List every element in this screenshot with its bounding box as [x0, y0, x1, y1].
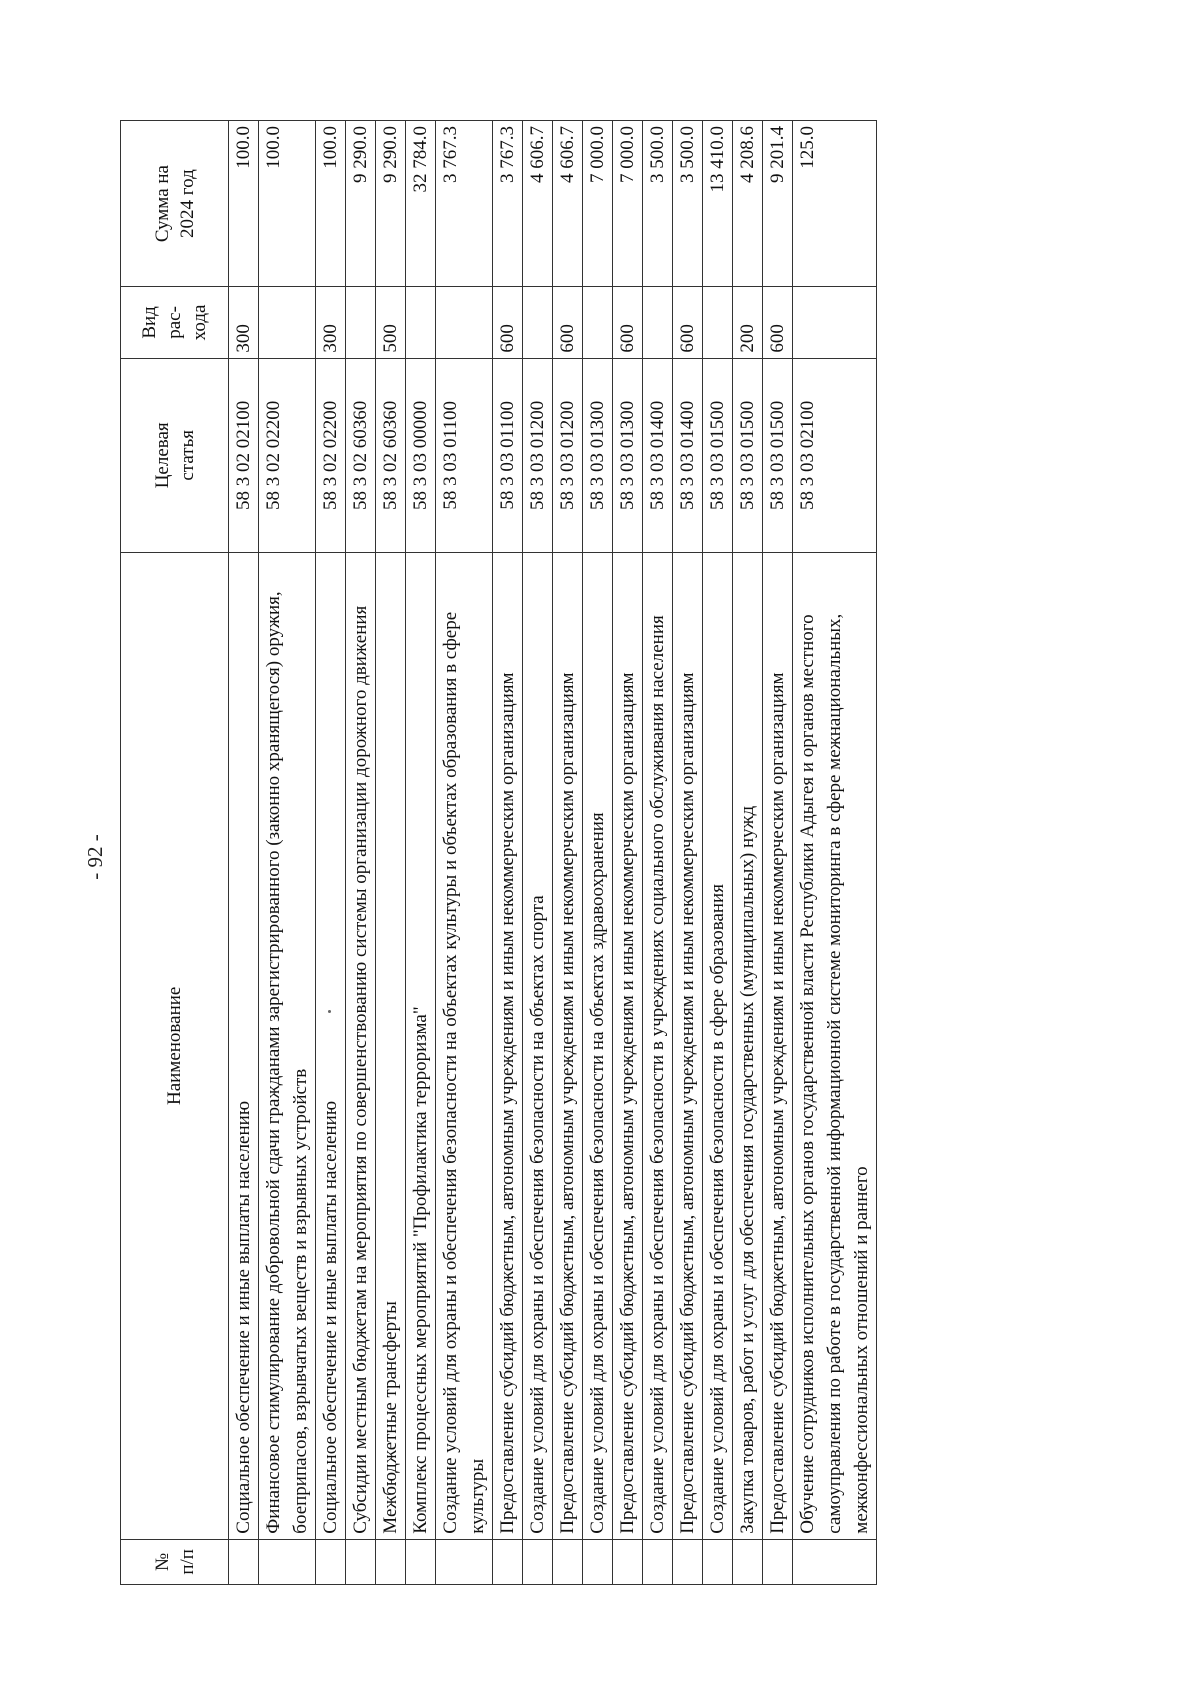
table-row — [406, 121, 436, 1585]
row-expense-type — [643, 287, 673, 358]
table-row — [523, 121, 553, 1585]
header-vid — [121, 287, 229, 358]
header-code-line1: Целевая — [151, 422, 173, 489]
budget-table-rotated — [120, 120, 1070, 1585]
row-target-code: 58 3 02 02100 — [229, 358, 259, 552]
header-vid-line3: хода — [189, 304, 210, 341]
row-name: Создание условий для охраны и обеспечения безопасности на объектах спорта — [523, 552, 553, 1539]
row-name: Создание условий для охраны и обеспечения безопасности на объектах здравоохранения — [583, 552, 613, 1539]
row-name: Межбюджетные трансферты — [376, 552, 406, 1539]
row-amount: 4 208.6 — [733, 121, 763, 287]
row-number — [763, 1539, 793, 1584]
row-expense-type — [523, 287, 553, 358]
row-amount: 32 784.0 — [406, 121, 436, 287]
row-number — [259, 1539, 316, 1584]
row-name: Создание условий для охраны и обеспечения безопасности на объектах культуры и объектах образования в сфере культуры — [436, 552, 493, 1539]
row-number — [523, 1539, 553, 1584]
table-row — [793, 121, 877, 1585]
table-row — [553, 121, 583, 1585]
row-expense-type: 600 — [673, 287, 703, 358]
row-target-code: 58 3 03 01200 — [523, 358, 553, 552]
row-number — [406, 1539, 436, 1584]
row-number — [583, 1539, 613, 1584]
row-expense-type: 600 — [763, 287, 793, 358]
row-name: Обучение сотрудников исполнительных органов государственной власти Республики Адыгея и органов местного самоуправления по работе в государственной информационной системе мониторинга в сфере межнациональных, межконфессиональных отношений и раннего — [793, 552, 877, 1539]
header-number-line1: № — [151, 1552, 173, 1571]
row-name: Комплекс процессных мероприятий "Профилактика терроризма" — [406, 552, 436, 1539]
row-target-code: 58 3 03 02100 — [793, 358, 877, 552]
row-target-code: 58 3 03 01500 — [763, 358, 793, 552]
row-amount: 7 000.0 — [613, 121, 643, 287]
table-row — [583, 121, 613, 1585]
row-number — [436, 1539, 493, 1584]
row-amount: 125.0 — [793, 121, 877, 287]
row-number — [673, 1539, 703, 1584]
row-name: Финансовое стимулирование добровольной сдачи гражданами зарегистрированного (законно хранящегося) оружия, боеприпасов, взрывчатых веществ и взрывных устройств — [259, 552, 316, 1539]
row-target-code: 58 3 02 60360 — [376, 358, 406, 552]
row-target-code: 58 3 03 01300 — [583, 358, 613, 552]
row-target-code: 58 3 02 02200 — [259, 358, 316, 552]
row-amount: 13 410.0 — [703, 121, 733, 287]
row-expense-type — [436, 287, 493, 358]
row-expense-type — [406, 287, 436, 358]
row-amount: 3 500.0 — [673, 121, 703, 287]
table-row — [613, 121, 643, 1585]
table-row — [376, 121, 406, 1585]
page-number: - 92 - — [83, 834, 107, 880]
row-name: Предоставление субсидий бюджетным, автономным учреждениям и иным некоммерческим организациям — [763, 552, 793, 1539]
row-amount: 9 290.0 — [376, 121, 406, 287]
row-amount: 4 606.7 — [553, 121, 583, 287]
header-sum — [121, 121, 229, 287]
table-row — [493, 121, 523, 1585]
row-number — [643, 1539, 673, 1584]
table-row — [259, 121, 316, 1585]
row-number — [613, 1539, 643, 1584]
row-name: Создание условий для охраны и обеспечения безопасности в сфере образования — [703, 552, 733, 1539]
table-row — [733, 121, 763, 1585]
row-name: Предоставление субсидий бюджетным, автономным учреждениям и иным некоммерческим организациям — [613, 552, 643, 1539]
row-number — [316, 1539, 346, 1584]
header-vid-line2: рас- — [164, 306, 185, 339]
row-amount: 3 767.3 — [493, 121, 523, 287]
row-amount: 100.0 — [259, 121, 316, 287]
row-name: Создание условий для охраны и обеспечения безопасности в учреждениях социального обслуживания населения — [643, 552, 673, 1539]
row-target-code: 58 3 03 01200 — [553, 358, 583, 552]
table-row — [673, 121, 703, 1585]
table-row — [346, 121, 376, 1585]
header-number — [121, 1539, 229, 1584]
row-amount: 9 290.0 — [346, 121, 376, 287]
row-name: Закупка товаров, работ и услуг для обеспечения государственных (муниципальных) нужд — [733, 552, 763, 1539]
row-target-code: 58 3 03 00000 — [406, 358, 436, 552]
table-row — [763, 121, 793, 1585]
table-body — [229, 121, 877, 1585]
budget-table — [120, 120, 877, 1585]
table-row — [703, 121, 733, 1585]
row-amount: 100.0 — [316, 121, 346, 287]
row-number — [346, 1539, 376, 1584]
row-name: Предоставление субсидий бюджетным, автономным учреждениям и иным некоммерческим организациям — [493, 552, 523, 1539]
row-expense-type: 300 — [229, 287, 259, 358]
table-row — [436, 121, 493, 1585]
row-expense-type: 600 — [493, 287, 523, 358]
row-target-code: 58 3 03 01100 — [493, 358, 523, 552]
row-expense-type — [793, 287, 877, 358]
row-number — [553, 1539, 583, 1584]
row-expense-type — [583, 287, 613, 358]
row-number — [229, 1539, 259, 1584]
row-number — [376, 1539, 406, 1584]
row-amount: 3 767.3 — [436, 121, 493, 287]
row-amount: 4 606.7 — [523, 121, 553, 287]
header-sum-line2: 2024 год — [176, 169, 198, 238]
row-name: Социальное обеспечение и иные выплаты населению — [316, 552, 346, 1539]
row-target-code: 58 3 02 02200 — [316, 358, 346, 552]
row-target-code: 58 3 03 01500 — [703, 358, 733, 552]
row-expense-type: 600 — [613, 287, 643, 358]
header-sum-line1: Сумма на — [151, 165, 173, 243]
row-expense-type — [346, 287, 376, 358]
header-name: Наименование — [121, 552, 229, 1539]
table-header-row — [121, 121, 229, 1585]
row-expense-type: 600 — [553, 287, 583, 358]
row-expense-type: 300 — [316, 287, 346, 358]
row-name: Предоставление субсидий бюджетным, автономным учреждениям и иным некоммерческим организациям — [673, 552, 703, 1539]
row-expense-type — [259, 287, 316, 358]
row-name: Предоставление субсидий бюджетным, автономным учреждениям и иным некоммерческим организациям — [553, 552, 583, 1539]
row-amount: 9 201.4 — [763, 121, 793, 287]
row-number — [733, 1539, 763, 1584]
row-number — [793, 1539, 877, 1584]
row-target-code: 58 3 03 01500 — [733, 358, 763, 552]
row-target-code: 58 3 03 01300 — [613, 358, 643, 552]
table-row — [229, 121, 259, 1585]
table-row — [643, 121, 673, 1585]
header-code — [121, 358, 229, 552]
header-number-line2: п/п — [176, 1549, 198, 1575]
row-amount: 3 500.0 — [643, 121, 673, 287]
row-expense-type — [703, 287, 733, 358]
row-number — [493, 1539, 523, 1584]
row-target-code: 58 3 03 01100 — [436, 358, 493, 552]
row-amount: 100.0 — [229, 121, 259, 287]
row-name: Социальное обеспечение и иные выплаты населению — [229, 552, 259, 1539]
table-row — [316, 121, 346, 1585]
row-name: Субсидии местным бюджетам на мероприятия по совершенствованию системы организации дорожного движения — [346, 552, 376, 1539]
row-expense-type: 200 — [733, 287, 763, 358]
header-code-line2: статья — [176, 430, 198, 481]
row-amount: 7 000.0 — [583, 121, 613, 287]
row-target-code: 58 3 03 01400 — [673, 358, 703, 552]
row-expense-type: 500 — [376, 287, 406, 358]
row-number — [703, 1539, 733, 1584]
row-target-code: 58 3 02 60360 — [346, 358, 376, 552]
header-vid-line1: Вид — [139, 306, 160, 339]
row-target-code: 58 3 03 01400 — [643, 358, 673, 552]
